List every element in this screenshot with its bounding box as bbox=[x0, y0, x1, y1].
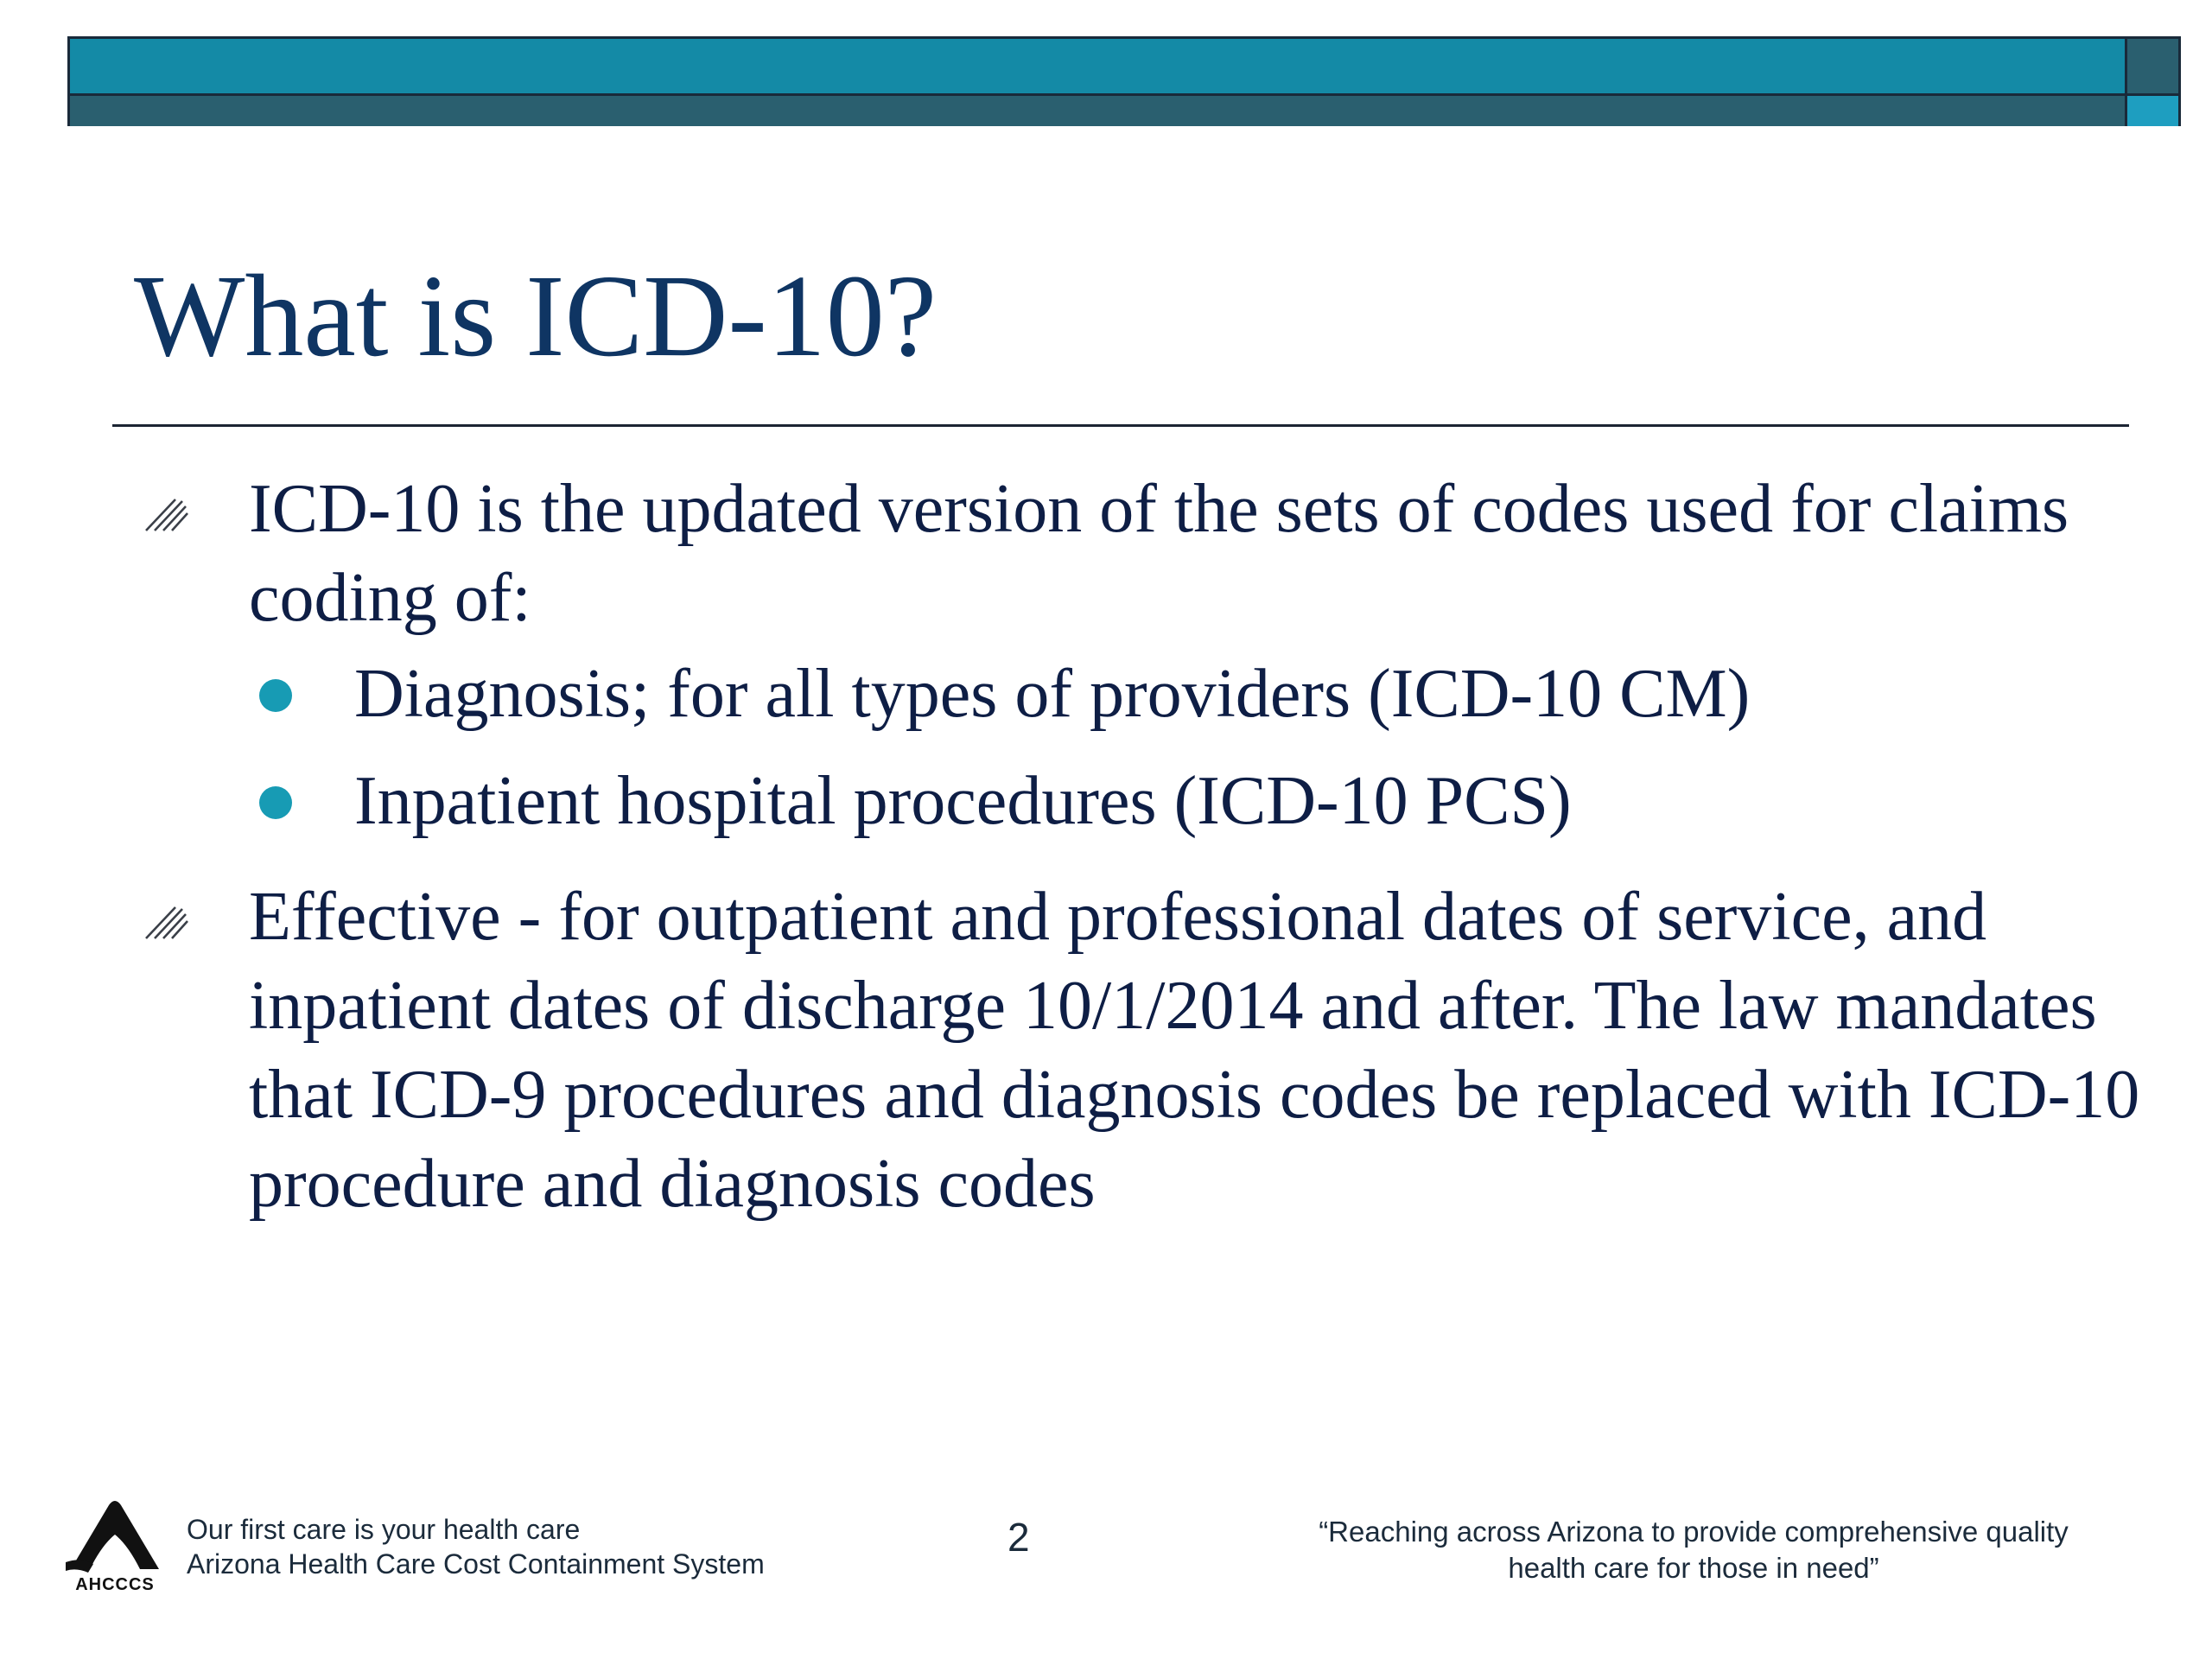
footer-mission bbox=[1244, 1514, 2143, 1586]
bullet-text: ICD-10 is the updated version of the sets of codes used for claims coding of: bbox=[249, 471, 2069, 636]
footer-left bbox=[187, 1512, 765, 1581]
sub-bullet-item bbox=[354, 650, 2082, 739]
logo-text: AHCCCS bbox=[75, 1575, 155, 1593]
page-number: 2 bbox=[1007, 1515, 1030, 1560]
header-banner-corner-top bbox=[2125, 39, 2178, 93]
teal-dot-icon bbox=[259, 679, 292, 712]
slide-title: What is ICD-10? bbox=[134, 251, 938, 381]
bullet-item bbox=[249, 873, 2184, 1229]
header-banner bbox=[67, 36, 2181, 126]
bullet-text: Effective - for outpatient and professional dates of service, and inpatient dates of discharge 10/1/2014 and after. The law mandates that ICD-9 procedures and diagnosis codes be replaced with ICD-10 procedure and diagnosis codes bbox=[249, 879, 2140, 1222]
hatch-lines-icon bbox=[143, 895, 191, 944]
hatch-lines-icon bbox=[143, 487, 191, 536]
ahcccs-logo-icon bbox=[64, 1497, 166, 1593]
footer-mission-line1: “Reaching across Arizona to provide comprehensive quality bbox=[1319, 1516, 2069, 1548]
title-divider bbox=[112, 424, 2129, 427]
footer-organization: Arizona Health Care Cost Containment System bbox=[187, 1548, 765, 1580]
header-banner-stripe bbox=[70, 93, 2178, 126]
header-banner-corner-bottom bbox=[2125, 93, 2178, 126]
sub-bullet-text: Inpatient hospital procedures (ICD-10 PCS) bbox=[354, 763, 1572, 839]
footer-tagline: Our first care is your health care bbox=[187, 1514, 581, 1545]
sub-bullet-text: Diagnosis; for all types of providers (ICD-10 CM) bbox=[354, 656, 1751, 732]
bullet-item bbox=[249, 465, 2107, 643]
teal-dot-icon bbox=[259, 786, 292, 819]
footer-mission-line2: health care for those in need” bbox=[1508, 1552, 1879, 1584]
sub-bullet-item bbox=[354, 757, 2082, 846]
